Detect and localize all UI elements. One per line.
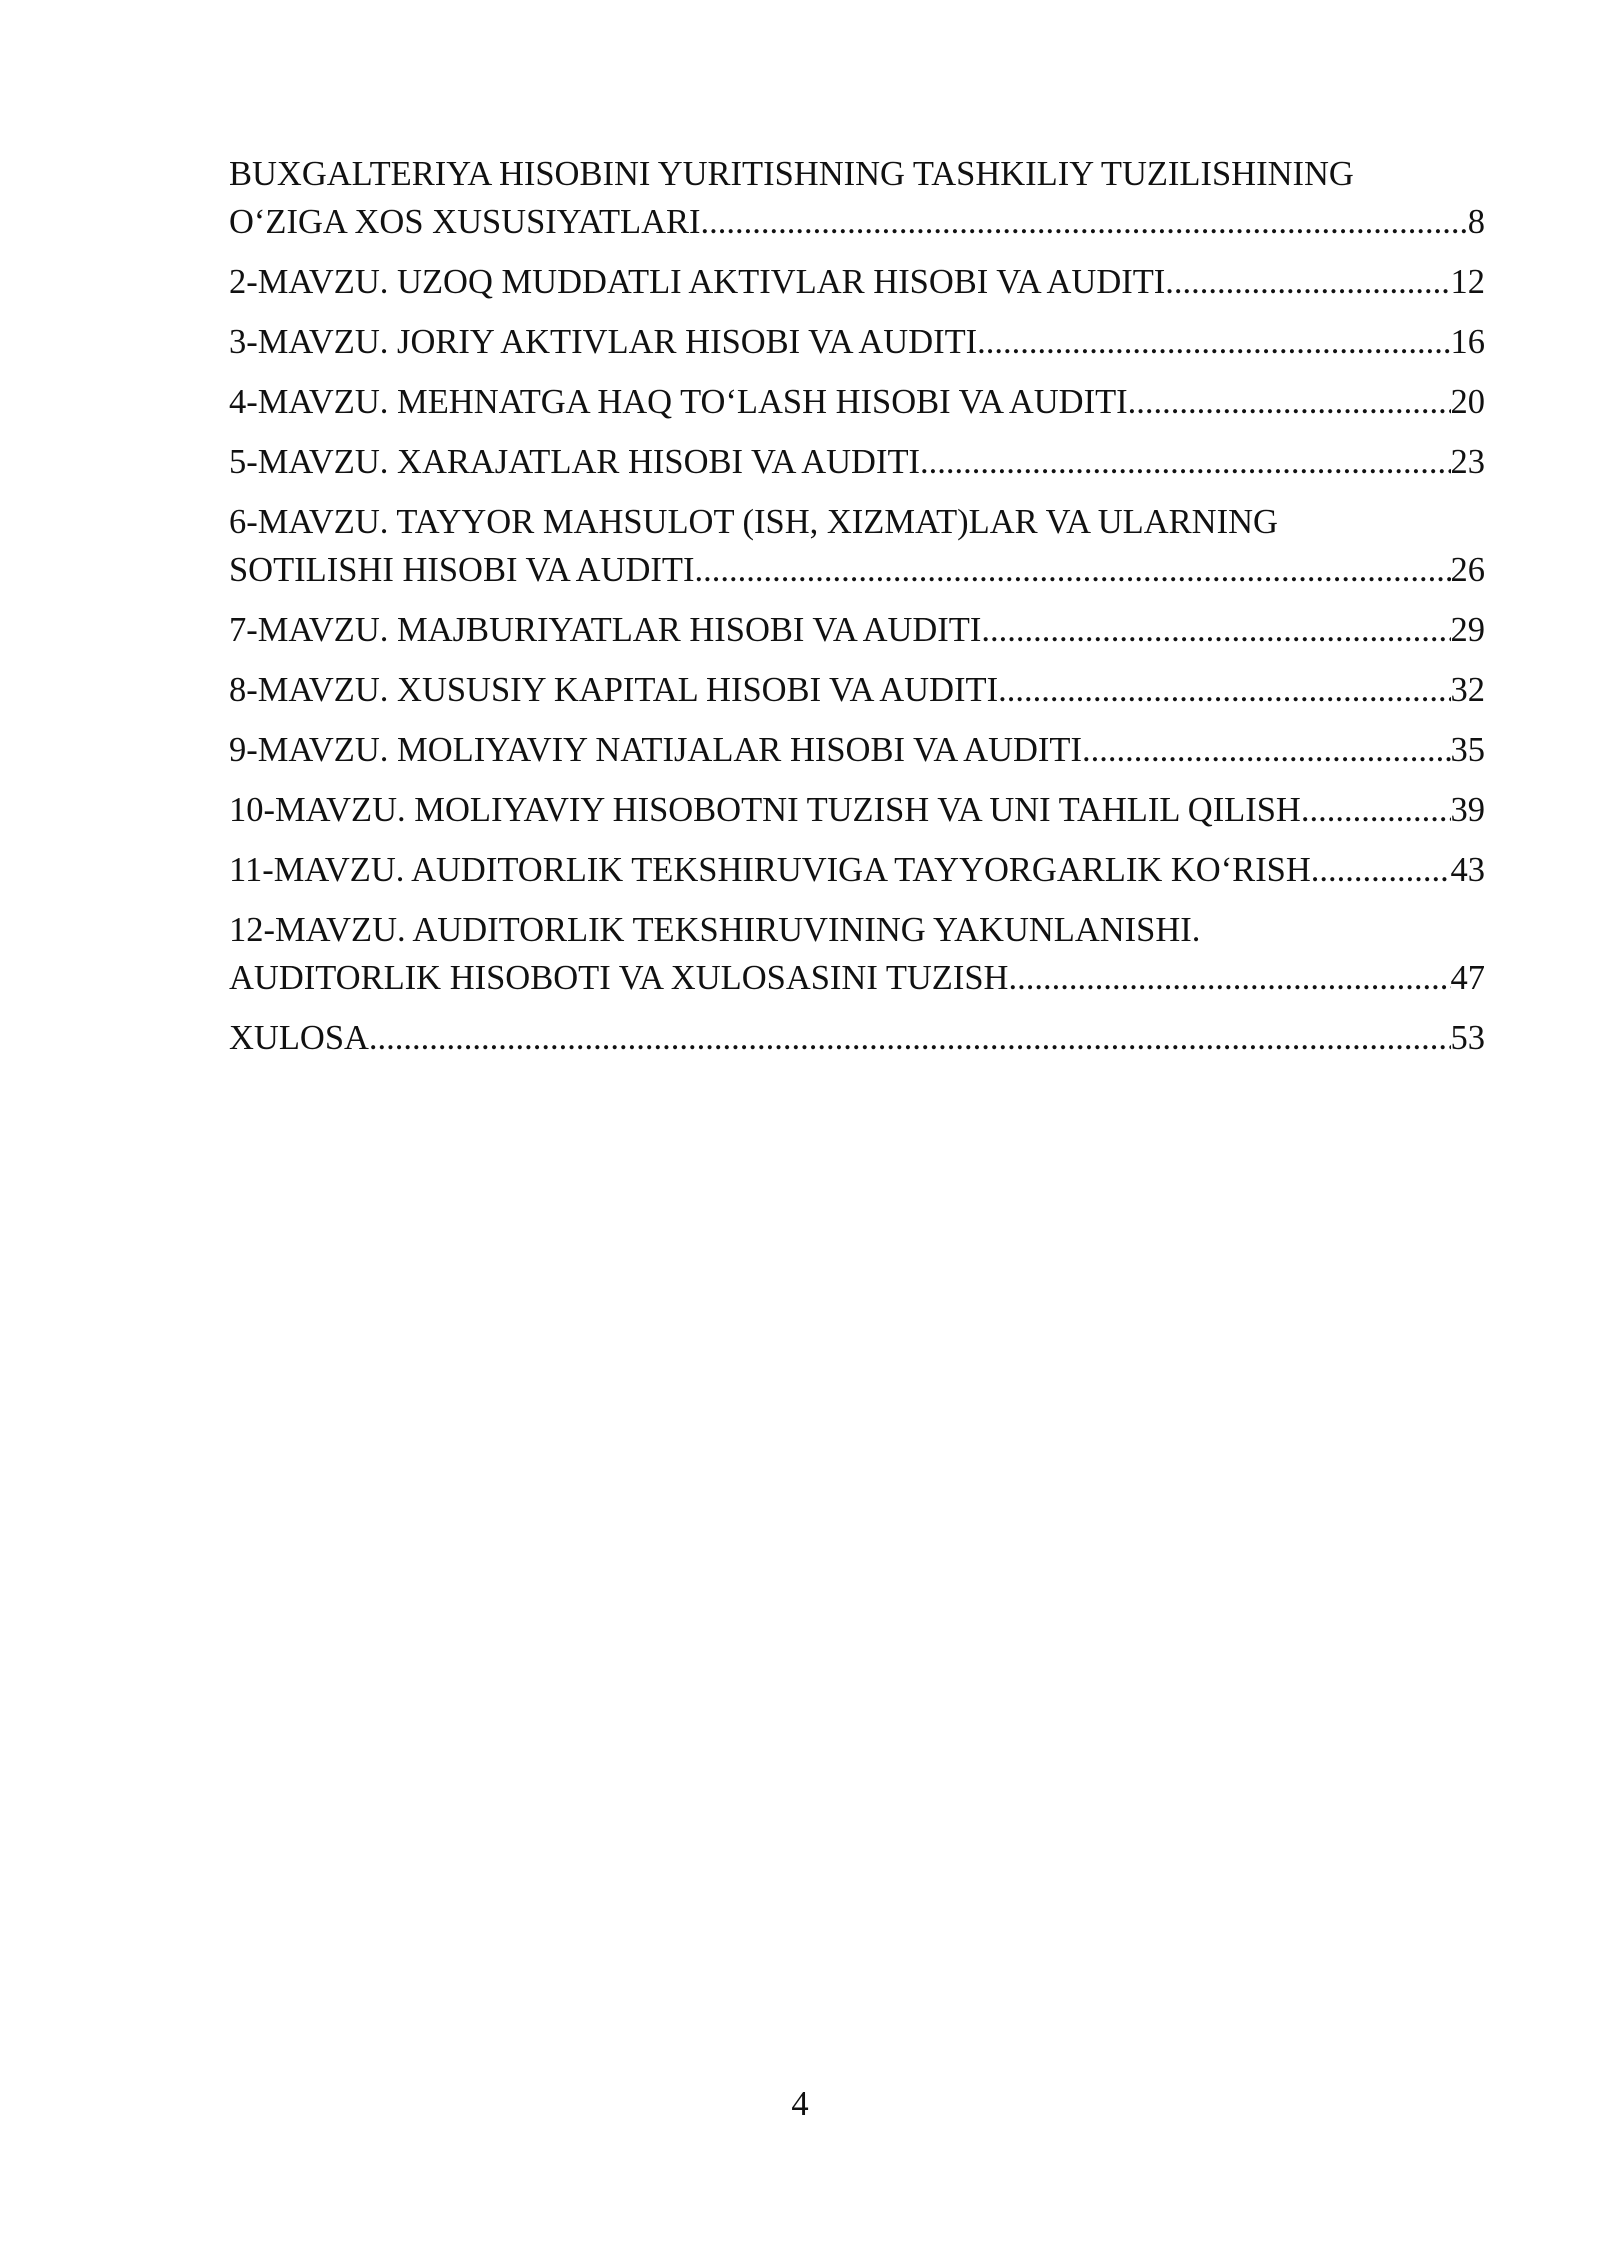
toc-entry-title: 7-MAVZU. MAJBURIYATLAR HISOBI VA AUDITI xyxy=(229,611,982,649)
toc-dot-leader xyxy=(920,438,1450,486)
toc-entry-title: 8-MAVZU. XUSUSIY KAPITAL HISOBI VA AUDITI xyxy=(229,671,999,709)
toc-entry-final-line xyxy=(229,606,1485,654)
toc-entry-title: XULOSA xyxy=(229,1019,369,1057)
toc-entry[interactable] xyxy=(229,318,1485,366)
toc-entry-final-line xyxy=(229,438,1485,486)
toc-entry-final-line xyxy=(229,666,1485,714)
toc-entry[interactable] xyxy=(229,666,1485,714)
toc-entry-page: 53 xyxy=(1450,1019,1485,1057)
toc-entry-final-line xyxy=(229,318,1485,366)
toc-entry-final-line xyxy=(229,546,1485,594)
toc-entry-title: AUDITORLIK HISOBOTI VA XULOSASINI TUZISH xyxy=(229,959,1009,997)
toc-entry[interactable] xyxy=(229,1014,1485,1062)
toc-entry-page: 39 xyxy=(1450,791,1485,829)
toc-entry-title: 9-MAVZU. MOLIYAVIY NATIJALAR HISOBI VA AUDITI xyxy=(229,731,1082,769)
toc-entry-final-line xyxy=(229,786,1485,834)
toc-entry-page: 23 xyxy=(1450,443,1485,481)
toc-dot-leader xyxy=(369,1014,1451,1062)
table-of-contents xyxy=(229,150,1485,1074)
toc-entry-page: 47 xyxy=(1450,959,1485,997)
toc-entry[interactable] xyxy=(229,786,1485,834)
toc-entry-final-line xyxy=(229,198,1485,246)
toc-entry-final-line xyxy=(229,258,1485,306)
toc-entry[interactable] xyxy=(229,378,1485,426)
toc-entry-title: 2-MAVZU. UZOQ MUDDATLI AKTIVLAR HISOBI VA AUDITI xyxy=(229,263,1166,301)
toc-entry-title: O‘ZIGA XOS XUSUSIYATLARI xyxy=(229,203,701,241)
toc-entry-page: 35 xyxy=(1450,731,1485,769)
toc-entry-title-line: 12-MAVZU. AUDITORLIK TEKSHIRUVINING YAKUNLANISHI. xyxy=(229,911,1201,949)
toc-entry[interactable] xyxy=(229,498,1485,594)
toc-entry-page: 32 xyxy=(1450,671,1485,709)
toc-entry-page: 29 xyxy=(1450,611,1485,649)
toc-dot-leader xyxy=(977,318,1450,366)
toc-entry-page: 16 xyxy=(1450,323,1485,361)
toc-entry-final-line xyxy=(229,1014,1485,1062)
toc-dot-leader xyxy=(1008,954,1450,1002)
toc-entry-title-line: 6-MAVZU. TAYYOR MAHSULOT (ISH, XIZMAT)LAR VA ULARNING xyxy=(229,503,1278,541)
toc-entry[interactable] xyxy=(229,846,1485,894)
page-number: 4 xyxy=(791,2085,809,2123)
toc-dot-leader xyxy=(1128,378,1451,426)
toc-entry-title: 10-MAVZU. MOLIYAVIY HISOBOTNI TUZISH VA UNI TAHLIL QILISH. xyxy=(229,791,1310,829)
toc-entry-title: 11-MAVZU. AUDITORLIK TEKSHIRUVIGA TAYYORGARLIK KO‘RISH xyxy=(229,851,1311,889)
toc-entry[interactable] xyxy=(229,150,1485,246)
toc-entry-title: SOTILISHI HISOBI VA AUDITI xyxy=(229,551,695,589)
toc-entry-title-line: BUXGALTERIYA HISOBINI YURITISHNING TASHKILIY TUZILISHINING xyxy=(229,155,1354,193)
toc-dot-leader xyxy=(998,666,1450,714)
toc-entry-title: 3-MAVZU. JORIY AKTIVLAR HISOBI VA AUDITI xyxy=(229,323,978,361)
toc-dot-leader xyxy=(981,606,1450,654)
toc-entry-final-line xyxy=(229,846,1485,894)
toc-entry-page: 43 xyxy=(1450,851,1485,889)
toc-entry-page: 26 xyxy=(1450,551,1485,589)
toc-entry-final-line xyxy=(229,726,1485,774)
toc-entry[interactable] xyxy=(229,606,1485,654)
toc-entry[interactable] xyxy=(229,438,1485,486)
toc-dot-leader xyxy=(1311,846,1451,894)
toc-dot-leader xyxy=(701,198,1468,246)
toc-entry-final-line xyxy=(229,378,1485,426)
toc-entry[interactable] xyxy=(229,258,1485,306)
toc-entry-page: 12 xyxy=(1450,263,1485,301)
toc-dot-leader xyxy=(1309,786,1450,834)
toc-entry-title: 5-MAVZU. XARAJATLAR HISOBI VA AUDITI xyxy=(229,443,921,481)
toc-entry-final-line xyxy=(229,954,1485,1002)
toc-entry[interactable] xyxy=(229,906,1485,1002)
toc-entry-page: 8 xyxy=(1467,203,1485,241)
toc-dot-leader xyxy=(1165,258,1450,306)
toc-entry-page: 20 xyxy=(1450,383,1485,421)
toc-entry-title: 4-MAVZU. MEHNATGA HAQ TO‘LASH HISOBI VA AUDITI xyxy=(229,383,1128,421)
toc-dot-leader xyxy=(694,546,1450,594)
toc-entry[interactable] xyxy=(229,726,1485,774)
toc-dot-leader xyxy=(1082,726,1451,774)
